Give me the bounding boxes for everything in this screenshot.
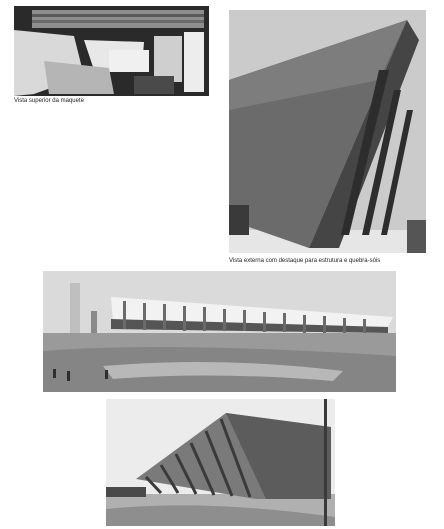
model-top-view-image [14,6,209,96]
construction-site-image [43,271,396,392]
construction-site-photo [43,271,396,392]
facade-sunshades-image [106,399,335,526]
facade-sunshades-photo [106,399,335,526]
model-top-view-photo [14,6,209,96]
external-structure-image [229,10,426,253]
external-structure-photo [229,10,426,253]
caption-model-top-view: Vista superior da maquete [14,98,84,104]
caption-external-view: Vista externa com destaque para estrutura e quebra-sóis [229,258,381,264]
